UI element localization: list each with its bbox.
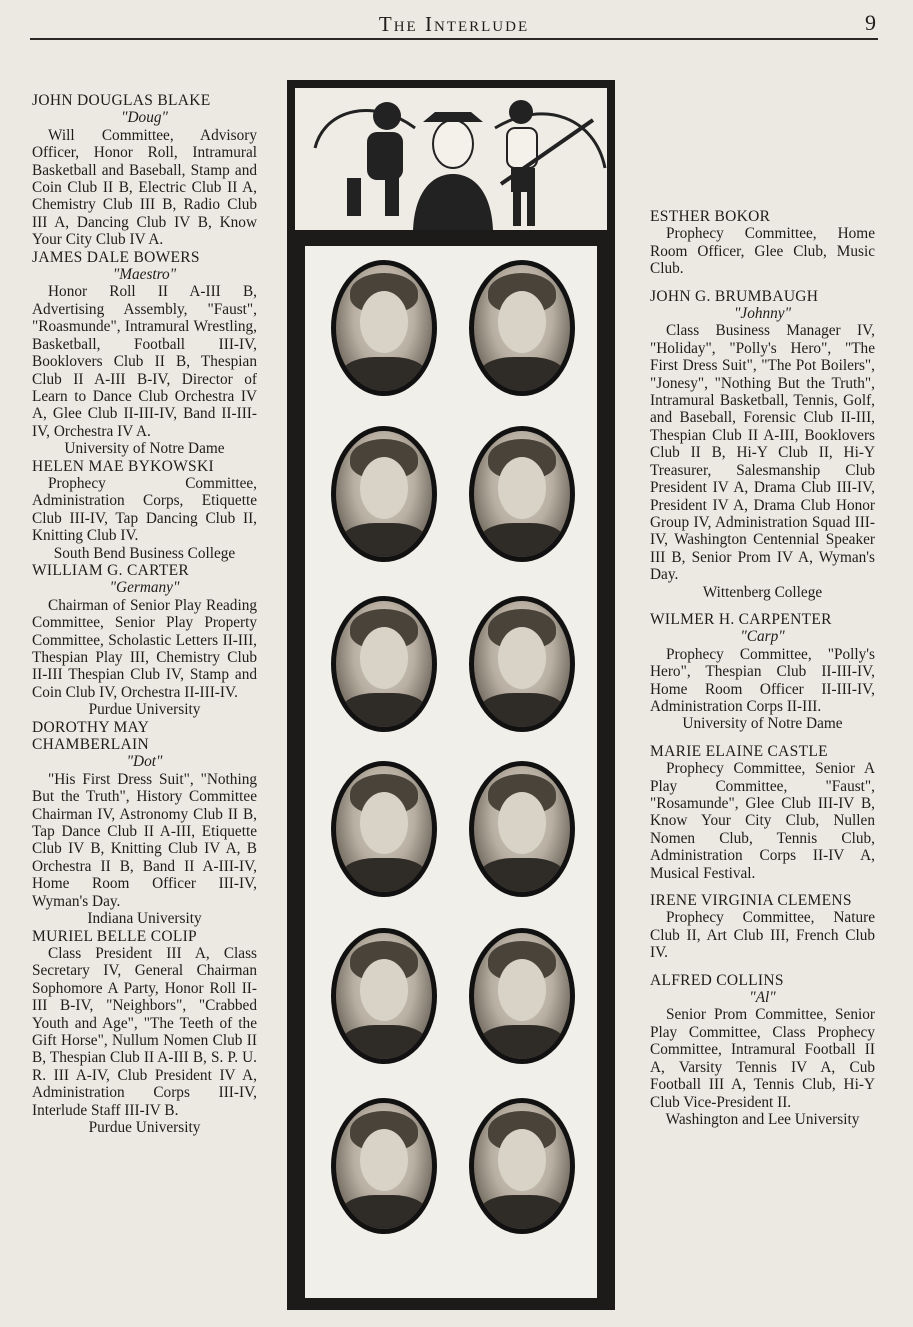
portrait-photo [469,928,575,1064]
portrait-photo [331,761,437,897]
student-nickname: "Germany" [109,579,180,597]
senior-entry [32,458,257,562]
illustration-banner [295,88,607,230]
senior-entry [650,611,875,733]
student-activities: Senior Prom Committee, Senior Play Committee, Class Prophecy Committee, Intramural Football II A, Varsity Tennis IV A, Cub Football III A, Tennis Club, Hi-Y Club Vice-President II. [650,1006,875,1111]
senior-entry [650,743,875,882]
student-nickname: "Maestro" [112,266,177,284]
student-college: University of Notre Dame [64,440,225,458]
portrait-photo [469,596,575,732]
student-name: ALFRED COLLINS [650,971,784,989]
senior-entry [32,92,257,249]
right-column [650,208,875,1138]
portrait-photo [469,761,575,897]
student-name: WILLIAM G. CARTER [32,561,189,579]
senior-entry [650,208,875,278]
sports-illustration [295,88,607,230]
photo-panel [287,80,615,1310]
student-college: South Bend Business College [53,544,236,562]
student-activities: Prophecy Committee, Home Room Officer, Glee Club, Music Club. [650,225,875,278]
student-college: University of Notre Dame [682,715,843,733]
student-name: MURIEL BELLE COLIP [32,927,197,945]
student-nickname: "Al" [749,989,776,1007]
senior-entry [32,928,257,1137]
student-activities: Class Business Manager IV, "Holiday", "Polly's Hero", "The First Dress Suit", "The Pot Boilers", "Jonesy", "Nothing But the Truth", Intramural Basketball, Tennis, Golf, and Baseball, Forensic Club II-III, Thespian Club II A-III, Booklovers Club II B, Hi-Y Club II, Hi-Y Treasurer, Salesmanship Club President IV A, Drama Club III-IV, President IV A, Drama Club Honor Group IV, Administration Squad III-IV, Washington Centennial Speaker III B, Senior Prom IV A, Wyman's Day. [650,322,875,584]
student-activities: Prophecy Committee, "Polly's Hero", Thespian Club II-III-IV, Home Room Officer II-III-IV, Administration Corps II-III. [650,645,875,715]
portrait-photo [331,596,437,732]
student-nickname: "Dot" [126,753,163,771]
student-name: ESTHER BOKOR [650,208,771,225]
student-name: MARIE ELAINE CASTLE [650,742,828,760]
portrait-photo [469,426,575,562]
student-name: HELEN MAE BYKOWSKI [32,457,214,475]
student-college: Indiana University [87,910,202,928]
student-activities: Prophecy Committee, Senior A Play Committee, "Faust", "Rosamunde", Glee Club III-IV B, Know Your City Club, Nullen Nomen Club, Tennis Club, Administration Corps II-IV A, Musical Festival. [650,760,875,882]
student-name: JOHN G. BRUMBAUGH [650,287,819,305]
left-column [32,92,257,1136]
senior-entry [32,719,257,928]
student-college: Purdue University [88,701,201,719]
portrait-photo [469,1098,575,1234]
student-college: Wittenberg College [702,583,823,601]
student-activities: Class President III A, Class Secretary IV, General Chairman Sophomore A Party, Honor Roll II-III B-IV, "Neighbors", "Crabbed Youth and Age", "The Teeth of the Gift Horse", Nullum Nomen Club II B, Thespian Club II A-III B, S. P. U. R. III A-IV, Club President IV A, Administration Corps III-IV, Interlude Staff III-IV B. [32,944,257,1119]
student-college: Purdue University [88,1118,201,1136]
student-activities: Will Committee, Advisory Officer, Honor Roll, Intramural Basketball and Baseball, Stamp and Coin Club II B, Electric Club II A, Chemistry Club III B, Radio Club III A, Dancing Club IV B, Know Your City Club IV A. [32,126,257,249]
senior-entry [650,972,875,1129]
portrait-photo [469,260,575,396]
student-name: JAMES DALE BOWERS [32,248,200,266]
student-nickname: "Johnny" [733,305,792,323]
portrait-photo [331,260,437,396]
student-nickname: "Doug" [121,109,168,127]
student-name: JOHN DOUGLAS BLAKE [32,92,211,109]
student-name: IRENE VIRGINIA CLEMENS [650,892,852,910]
student-college: Washington and Lee University [665,1110,860,1128]
senior-entry [32,249,257,458]
portrait-photo [331,928,437,1064]
student-activities: Chairman of Senior Play Reading Committee, Senior Play Property Committee, Scholastic Letters II-III, Thespian Play III, Chemistry Club II-III Thespian Club IV, Stamp and Coin Club IV, Orchestra II-III-IV. [32,596,257,701]
student-activities: Prophecy Committee, Nature Club II, Art Club III, French Club IV. [650,909,875,962]
student-name: WILMER H. CARPENTER [650,610,832,628]
portrait-grid [305,246,597,1298]
portrait-photo [331,1098,437,1234]
student-activities: "His First Dress Suit", "Nothing But the Truth", History Committee Chairman IV, Astronomy Club II B, Tap Dance Club II A-III, Etiquette Club IV B, Knitting Club IV A, B Orchestra II B, Band II A-III-IV, Home Room Officer III-IV, Wyman's Day. [32,770,257,910]
student-activities: Honor Roll II A-III B, Advertising Assembly, "Faust", "Roasmunde", Intramural Wrestling, Basketball, Football III-IV, Booklovers Club II B, Thespian Club II A-III B-IV, Director of Learn to Dance Club Orchestra IV A, Glee Club II-III-IV, Band II-III-IV, Orchestra IV A. [32,283,257,440]
student-name: DOROTHY MAY CHAMBERLAIN [32,718,149,754]
senior-entry [32,562,257,719]
student-activities: Prophecy Committee, Administration Corps, Etiquette Club III-IV, Tap Dancing Club II, Knitting Club IV. [32,474,257,545]
page-header [30,8,878,40]
senior-entry [650,288,875,601]
student-nickname: "Carp" [740,628,785,646]
portrait-photo [331,426,437,562]
running-title: The Interlude [378,12,530,36]
senior-entry [650,892,875,962]
page-number: 9 [865,10,876,35]
